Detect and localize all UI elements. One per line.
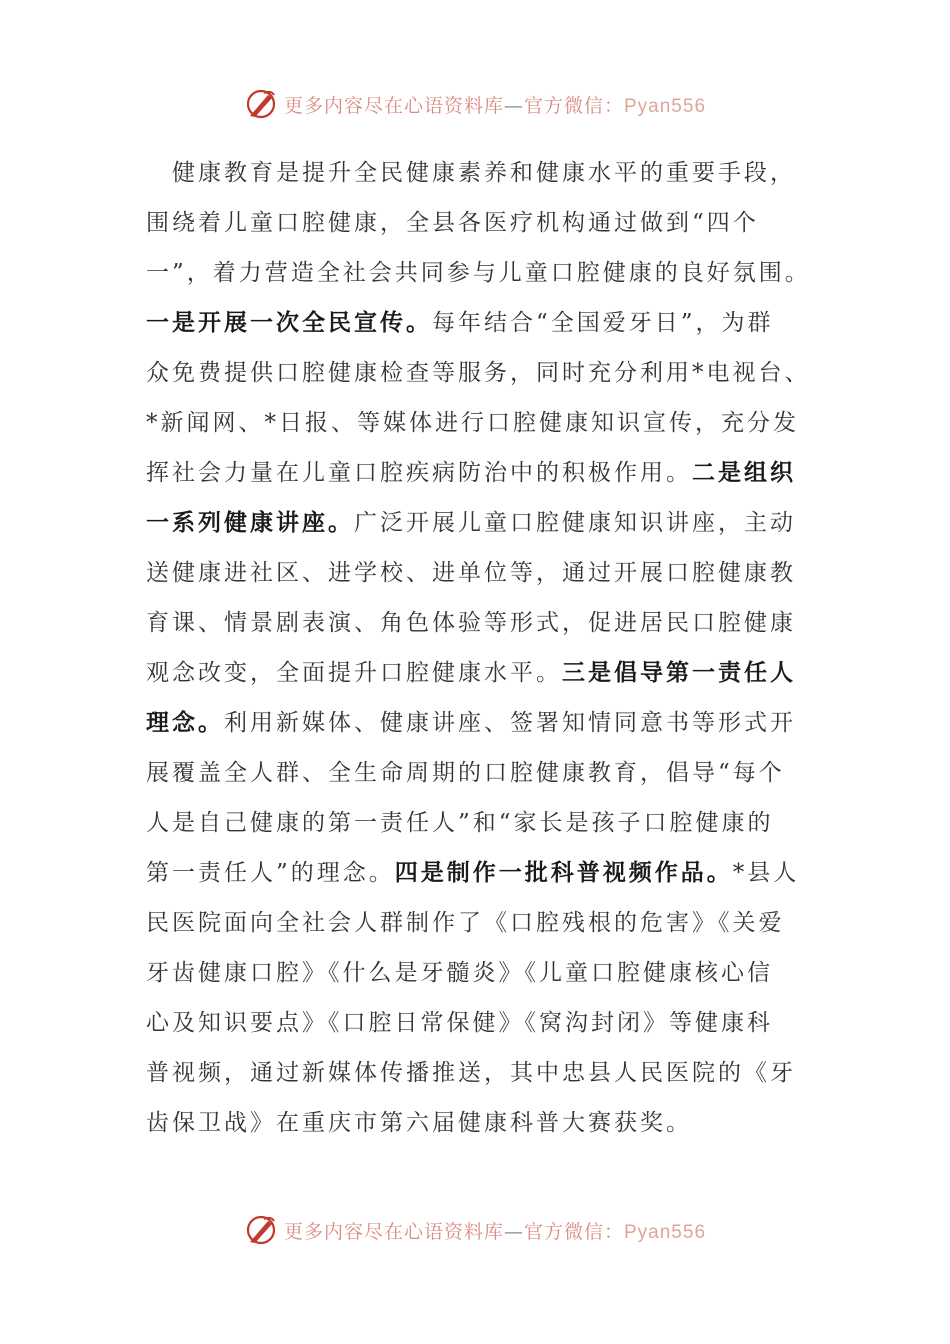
text-line: [146, 648, 802, 698]
text-line: [146, 1048, 802, 1098]
text-line: [146, 398, 802, 448]
bold-heading-segment: 一系列健康讲座。: [146, 509, 354, 536]
text-line: [146, 948, 802, 998]
header-banner: [0, 82, 950, 126]
text-line: [146, 148, 802, 198]
pen-logo-icon: [244, 87, 278, 121]
text-segment: 普视频，通过新媒体传播推送，其中忠县人民医院的《牙: [146, 1060, 796, 1086]
text-segment: 第一责任人”的理念。: [146, 860, 395, 886]
text-line: [146, 1098, 802, 1148]
text-line: [146, 298, 802, 348]
text-line: [146, 498, 802, 548]
pen-logo-icon: [244, 1213, 278, 1247]
text-segment: 牙齿健康口腔》《什么是牙髓炎》《儿童口腔健康核心信: [146, 960, 773, 986]
text-line: [146, 548, 802, 598]
banner-text: 更多内容尽在心语资料库—官方微信：Pyan556: [283, 94, 707, 117]
text-line: [146, 748, 802, 798]
text-segment: 众免费提供口腔健康检查等服务，同时充分利用*电视台、: [146, 360, 811, 386]
text-line: [146, 248, 811, 298]
text-segment: 健康教育是提升全民健康素养和健康水平的重要手段，: [146, 160, 796, 186]
text-line: [146, 698, 802, 748]
text-segment: *县人: [732, 860, 800, 886]
text-segment: 人是自己健康的第一责任人”和“家长是孩子口腔健康的: [146, 810, 774, 836]
text-segment: *新闻网、*日报、等媒体进行口腔健康知识宣传，充分发: [146, 410, 799, 436]
text-line: [146, 798, 802, 848]
text-segment: 围绕着儿童口腔健康，全县各医疗机构通过做到“四个: [146, 210, 759, 236]
text-segment: 展覆盖全人群、全生命周期的口腔健康教育，倡导“每个: [146, 760, 785, 786]
text-line: [146, 198, 802, 248]
article-body: [146, 148, 811, 1148]
bold-heading-segment: 理念。: [146, 709, 224, 736]
text-line: [146, 848, 802, 898]
text-line: [146, 448, 802, 498]
text-segment: 观念改变，全面提升口腔健康水平。: [146, 660, 562, 686]
footer-banner: [0, 1208, 950, 1252]
text-segment: 挥社会力量在儿童口腔疾病防治中的积极作用。: [146, 460, 692, 486]
bold-heading-segment: 四是制作一批科普视频作品。: [394, 859, 733, 886]
bold-heading-segment: 三是倡导第一责任人: [562, 659, 796, 686]
text-line: [146, 598, 802, 648]
bold-heading-segment: 二是组织: [692, 459, 796, 486]
text-segment: 心及知识要点》《口腔日常保健》《窝沟封闭》等健康科: [146, 1010, 773, 1036]
text-segment: 齿保卫战》在重庆市第六届健康科普大赛获奖。: [146, 1110, 692, 1136]
text-segment: 广泛开展儿童口腔健康知识讲座，主动: [354, 510, 796, 536]
text-segment: 民医院面向全社会人群制作了《口腔残根的危害》《关爱: [146, 910, 785, 936]
text-segment: 每年结合“全国爱牙日”，为群: [432, 310, 774, 336]
text-line: [146, 348, 811, 398]
text-segment: 送健康进社区、进学校、进单位等，通过开展口腔健康教: [146, 560, 796, 586]
text-segment: 一”，着力营造全社会共同参与儿童口腔健康的良好氛围。: [146, 260, 811, 286]
bold-heading-segment: 一是开展一次全民宣传。: [146, 309, 432, 336]
text-line: [146, 898, 802, 948]
text-segment: 育课、情景剧表演、角色体验等形式，促进居民口腔健康: [146, 610, 796, 636]
text-segment: 利用新媒体、健康讲座、签署知情同意书等形式开: [224, 710, 796, 736]
banner-text: 更多内容尽在心语资料库—官方微信：Pyan556: [283, 1220, 707, 1243]
text-line: [146, 998, 802, 1048]
